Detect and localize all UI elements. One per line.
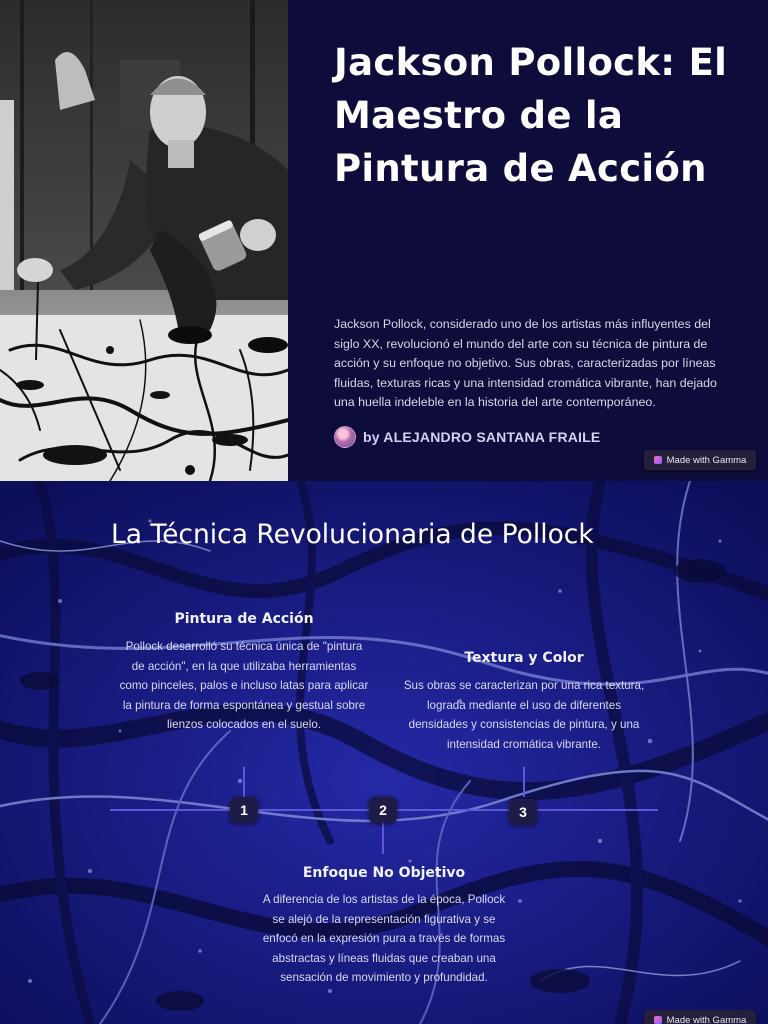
title-slide xyxy=(0,0,768,481)
author-byline[interactable] xyxy=(334,426,600,448)
step-1-title: Pintura de Acción xyxy=(174,611,314,627)
technique-slide xyxy=(0,481,768,1024)
step-2-number: 2 xyxy=(369,797,397,823)
gamma-logo-icon xyxy=(654,1016,662,1024)
author-avatar xyxy=(334,426,356,448)
intro-paragraph: Jackson Pollock, considerado uno de los artistas más influyentes del siglo XX, revolucionó el mundo del arte con su técnica de pintura de acción y su enfoque no objetivo. Sus obras, caracterizadas por líneas fluidas, texturas ricas y una intensidad cromática vibrante, han dejado una huella indeleble en la historia del arte contemporáneo. xyxy=(334,317,717,410)
step-3-title: Textura y Color xyxy=(464,650,584,666)
author-name: by ALEJANDRO SANTANA FRAILE xyxy=(363,429,601,445)
gamma-logo-icon xyxy=(654,456,662,464)
step-2-text: A diferencia de los artistas de la época, Pollock se alejó de la representación figurativa y se enfocó en la expresión pura a través de formas abstractas y líneas fluidas que creaban una sensación de movimiento y profundidad. xyxy=(262,893,506,985)
step-1-connector xyxy=(243,767,245,797)
step-1-text: Pollock desarrolló su técnica única de "pintura de acción", en la que utilizaba herramientas como pinceles, palos e incluso latas para aplicar la pintura de forma espontánea y gestual sobre lienzos colocados en el suelo. xyxy=(119,640,369,732)
gamma-badge-label: Made with Gamma xyxy=(666,1014,747,1024)
made-with-gamma-badge[interactable] xyxy=(644,450,756,470)
pollock-photo xyxy=(0,0,288,481)
made-with-gamma-badge-2[interactable] xyxy=(644,1010,756,1024)
step-3-connector xyxy=(523,767,525,797)
page-title: Jackson Pollock: El Maestro de la Pintura de Acción xyxy=(334,41,728,190)
step-3-number: 3 xyxy=(509,799,537,825)
section-title: La Técnica Revolucionaria de Pollock xyxy=(111,519,594,550)
gamma-badge-label: Made with Gamma xyxy=(666,454,747,466)
step-2-connector xyxy=(382,822,384,854)
step-3-text: Sus obras se caracterizan por una rica textura, lograda mediante el uso de diferentes densidades y consistencias de pintura, y una intensidad cromática vibrante. xyxy=(403,679,645,751)
step-1-number: 1 xyxy=(230,797,258,823)
step-2-title: Enfoque No Objetivo xyxy=(302,865,466,881)
